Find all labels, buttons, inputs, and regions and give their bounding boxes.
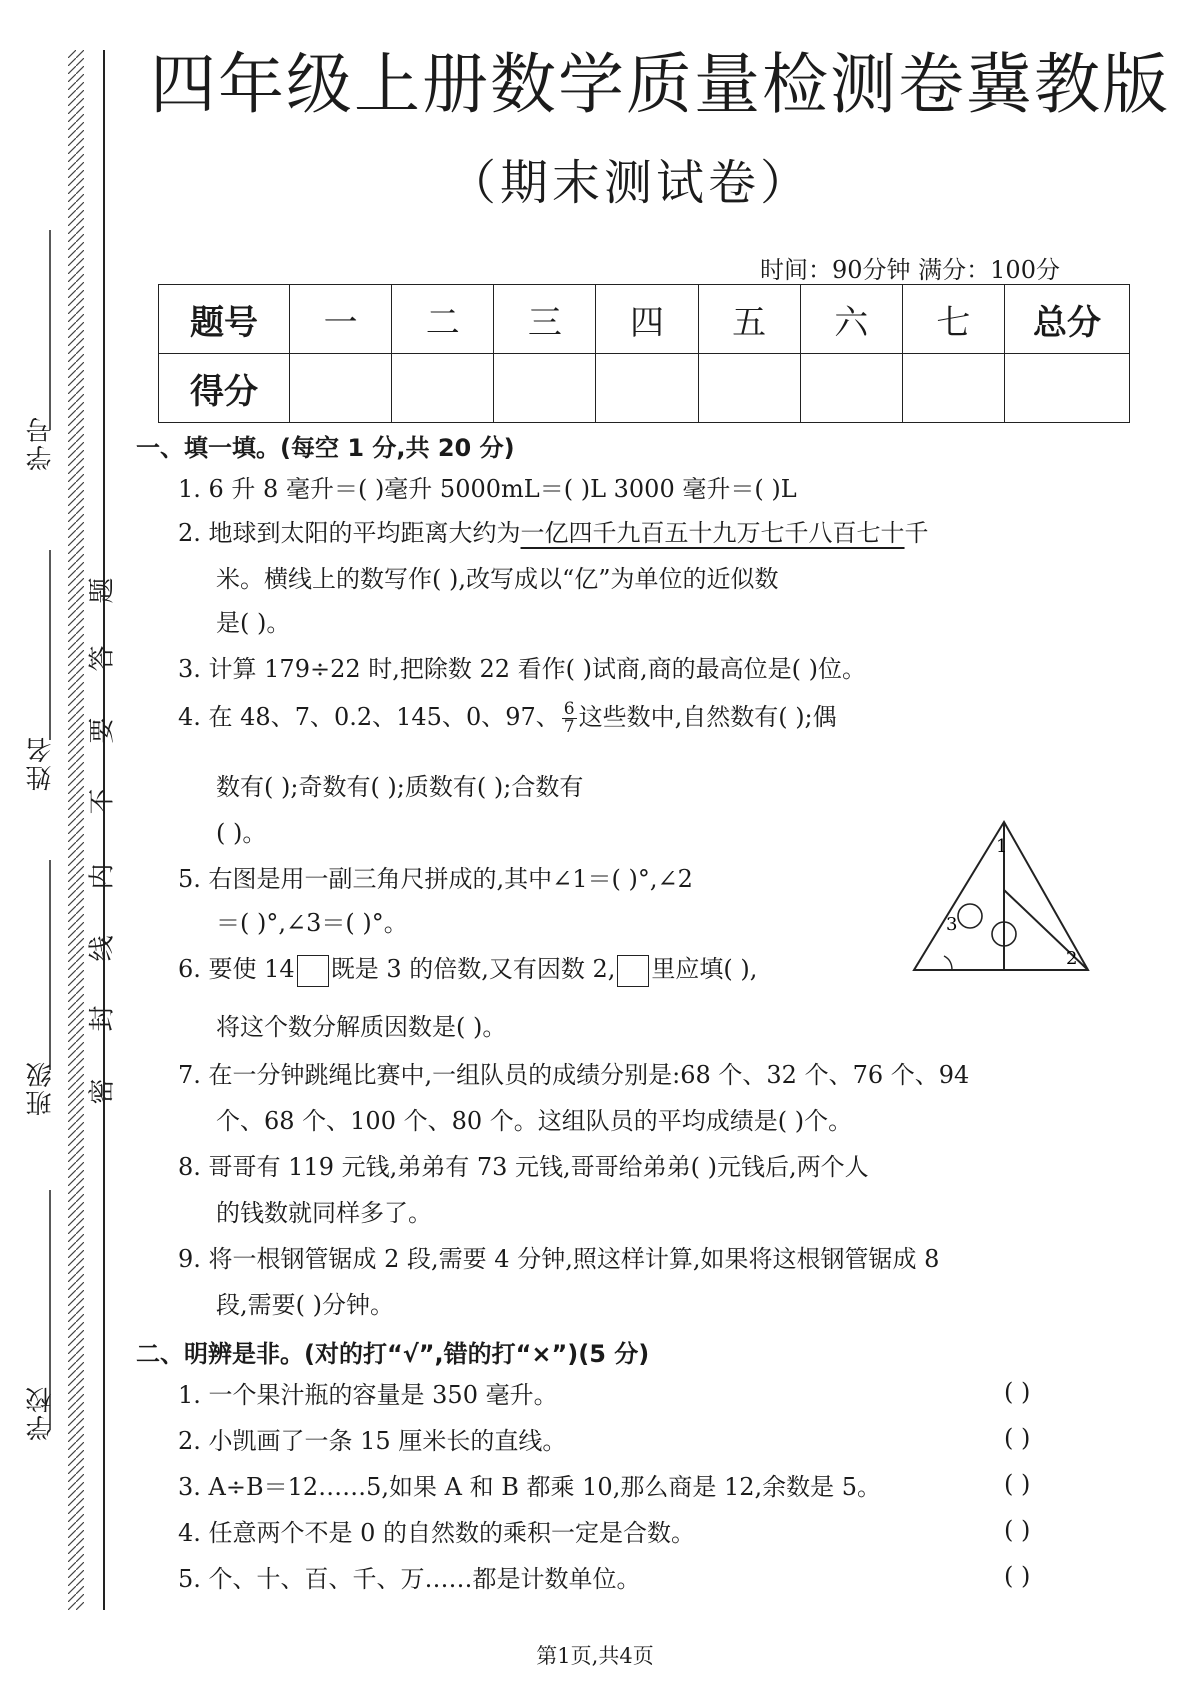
score-table-score-row: [159, 354, 1130, 423]
question-7: 7. 在一分钟跳绳比赛中,一组队员的成绩分别是:68 个、32 个、76 个、94: [178, 1061, 970, 1089]
judge-answer-paren[interactable]: ( ): [1004, 1516, 1031, 1544]
question-7-line2: 个、68 个、100 个、80 个。这组队员的平均成绩是( )个。: [216, 1107, 853, 1135]
score-header-cell: 四: [596, 285, 698, 354]
score-cell[interactable]: [596, 354, 698, 423]
judge-item-1: 1. 一个果汁瓶的容量是 350 毫升。: [178, 1381, 558, 1409]
exam-title: 四年级上册数学质量检测卷冀教版: [150, 46, 1170, 123]
question-3: 3. 计算 179÷22 时,把除数 22 看作( )试商,商的最高位是( )位。: [178, 655, 867, 683]
seal-char: 封: [87, 1005, 118, 1032]
question-2-line2: 米。横线上的数写作( ),改写成以“亿”为单位的近似数: [216, 565, 779, 593]
section1-heading: 一、填一填。(每空 1 分,共 20 分): [136, 434, 515, 462]
question-5-line2: ＝( )°,∠3＝( )°。: [216, 909, 408, 937]
judge-item-5: 5. 个、十、百、千、万……都是计数单位。: [178, 1565, 641, 1593]
score-header-cell: 六: [800, 285, 902, 354]
fraction-denominator: 7: [563, 717, 575, 737]
student-id-label: 学号: [26, 415, 56, 471]
question-4: [178, 700, 837, 736]
q2-text: 2. 地球到太阳的平均距离大约为: [178, 519, 521, 547]
score-cell[interactable]: [494, 354, 596, 423]
time-info: 时间：90分钟 满分：100分: [760, 256, 1060, 284]
seal-char: 答: [87, 645, 118, 672]
question-2: [178, 516, 929, 550]
question-2-line3: 是( )。: [216, 609, 291, 637]
triangle-ruler-figure: [900, 818, 1100, 978]
score-cell[interactable]: [392, 354, 494, 423]
angle-3-label: 3: [946, 914, 958, 935]
school-label: 学校: [26, 1385, 56, 1441]
score-table: [158, 284, 1130, 423]
score-table-header-row: [159, 285, 1130, 354]
q2-underlined-number: 一亿四千九百五十九万七千八百七十: [520, 519, 905, 547]
question-6: [178, 952, 757, 987]
score-cell[interactable]: [902, 354, 1004, 423]
score-cell[interactable]: [698, 354, 800, 423]
q2-text: 千: [904, 519, 929, 547]
judge-item-4: 4. 任意两个不是 0 的自然数的乘积一定是合数。: [178, 1519, 696, 1547]
blank-box[interactable]: [297, 955, 329, 987]
margin-answer-lines: [40, 200, 60, 1440]
score-header-cell: 五: [698, 285, 800, 354]
seal-char: 线: [87, 935, 118, 962]
fraction: [562, 701, 577, 736]
judge-answer-paren[interactable]: ( ): [1004, 1424, 1031, 1452]
score-cell[interactable]: [800, 354, 902, 423]
question-5: 5. 右图是用一副三角尺拼成的,其中∠1＝( )°,∠2: [178, 865, 693, 893]
score-row-label: 得分: [159, 354, 290, 423]
student-name-label: 姓名: [26, 735, 56, 791]
q6-text: 6. 要使 14: [178, 955, 295, 983]
seal-char: 要: [87, 717, 118, 744]
page-footer: 第1页,共4页: [536, 1644, 654, 1668]
question-8: 8. 哥哥有 119 元钱,弟弟有 73 元钱,哥哥给弟弟( )元钱后,两个人: [178, 1153, 869, 1181]
angle-2-label: 2: [1066, 948, 1078, 969]
binding-margin-lines: [60, 50, 120, 1610]
judge-answer-paren[interactable]: ( ): [1004, 1378, 1031, 1406]
judge-answer-paren[interactable]: ( ): [1004, 1470, 1031, 1498]
judge-item-2: 2. 小凯画了一条 15 厘米长的直线。: [178, 1427, 567, 1455]
score-header-cell: 七: [902, 285, 1004, 354]
question-6-line2: 将这个数分解质因数是( )。: [216, 1013, 507, 1041]
q4-text: 这些数中,自然数有( );偶: [578, 703, 837, 731]
class-label: 班级: [26, 1060, 56, 1116]
exam-subtitle: （期末测试卷）: [447, 155, 812, 211]
q6-text: 既是 3 的倍数,又有因数 2,: [330, 955, 616, 983]
score-header-cell: 二: [392, 285, 494, 354]
judge-answer-paren[interactable]: ( ): [1004, 1562, 1031, 1590]
score-header-cell: 一: [290, 285, 392, 354]
seal-char: 不: [87, 788, 118, 815]
angle-1-label: 1: [996, 836, 1008, 857]
score-header-cell: 总分: [1005, 285, 1130, 354]
question-9: 9. 将一根钢管锯成 2 段,需要 4 分钟,照这样计算,如果将这根钢管锯成 8: [178, 1245, 940, 1273]
seal-char: 题: [87, 577, 118, 604]
q4-text: 4. 在 48、7、0.2、145、0、97、: [178, 703, 560, 731]
q6-text: 里应填( ),: [651, 955, 758, 983]
blank-box[interactable]: [617, 955, 649, 987]
seal-char: 内: [87, 863, 118, 890]
question-1: 1. 6 升 8 毫升＝( )毫升 5000mL＝( )L 3000 毫升＝( )L: [178, 475, 797, 503]
score-cell[interactable]: [1005, 354, 1130, 423]
score-header-cell: 题号: [159, 285, 290, 354]
score-cell[interactable]: [290, 354, 392, 423]
section2-heading: 二、明辨是非。(对的打“√”,错的打“×”)(5 分): [136, 1340, 650, 1368]
judge-item-3: 3. A÷B＝12……5,如果 A 和 B 都乘 10,那么商是 12,余数是 5。: [178, 1473, 882, 1501]
question-9-line2: 段,需要( )分钟。: [216, 1291, 394, 1319]
seal-char: 密: [87, 1078, 118, 1105]
question-8-line2: 的钱数就同样多了。: [216, 1199, 432, 1227]
question-4-line3: ( )。: [216, 819, 267, 847]
question-4-line2: 数有( );奇数有( );质数有( );合数有: [216, 773, 584, 801]
fraction-numerator: 6: [563, 699, 575, 719]
score-header-cell: 三: [494, 285, 596, 354]
